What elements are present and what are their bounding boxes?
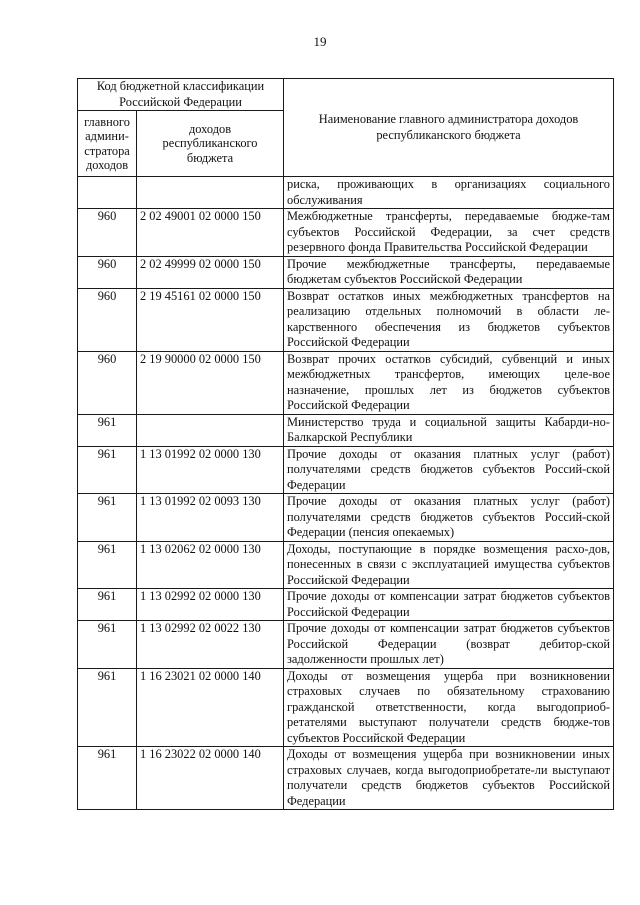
cell-income-code [137,414,284,446]
cell-income-code: 1 16 23021 02 0000 140 [137,668,284,747]
cell-admin-code: 961 [78,414,137,446]
cell-income-code: 2 02 49001 02 0000 150 [137,209,284,257]
table-row [78,351,614,414]
cell-admin-code: 961 [78,668,137,747]
cell-income-code: 2 02 49999 02 0000 150 [137,256,284,288]
table-row [78,446,614,494]
cell-income-code: 1 13 01992 02 0093 130 [137,494,284,542]
table-row [78,494,614,542]
cell-administrator-name: Возврат остатков иных межбюджетных трансфертов на реализацию отдельных полномочий в области ле-карственного обеспечения из бюджетов субъектов Российской Федерации [284,288,614,351]
cell-admin-code: 961 [78,589,137,621]
table-row [78,414,614,446]
cell-administrator-name: Прочие межбюджетные трансферты, передаваемые бюджетам субъектов Российской Федерации [284,256,614,288]
cell-income-code [137,177,284,209]
cell-admin-code: 961 [78,747,137,810]
cell-admin-code: 960 [78,256,137,288]
cell-admin-code: 961 [78,541,137,589]
cell-income-code: 1 13 02992 02 0000 130 [137,589,284,621]
table-row [78,541,614,589]
cell-administrator-name: риска, проживающих в организациях социального обслуживания [284,177,614,209]
cell-administrator-name: Доходы, поступающие в порядке возмещения расхо-дов, понесенных в связи с эксплуатацией имущества субъектов Российской Федерации [284,541,614,589]
cell-administrator-name: Министерство труда и социальной защиты Кабарди-но-Балкарской Республики [284,414,614,446]
page-number: 19 [313,34,327,49]
table-row [78,589,614,621]
cell-admin-code: 961 [78,446,137,494]
budget-income-table [77,78,614,810]
cell-admin-code: 960 [78,209,137,257]
header-group-title: Код бюджетной классификации Российской Федерации [78,79,284,111]
table-row [78,621,614,669]
cell-income-code: 1 16 23022 02 0000 140 [137,747,284,810]
cell-administrator-name: Доходы от возмещения ущерба при возникновении иных страховых случаев, когда выгодоприобретате-ли выступают получатели средств бюджетов субъектов Российской Федерации [284,747,614,810]
cell-income-code: 2 19 90000 02 0000 150 [137,351,284,414]
cell-administrator-name: Прочие доходы от оказания платных услуг (работ) получателями средств бюджетов субъектов Россий-ской Федерации [284,446,614,494]
cell-administrator-name: Прочие доходы от компенсации затрат бюджетов субъектов Российской Федерации [284,589,614,621]
cell-admin-code: 961 [78,494,137,542]
cell-administrator-name: Прочие доходы от компенсации затрат бюджетов субъектов Российской Федерации (возврат дебитор-ской задолженности прошлых лет) [284,621,614,669]
table-body [78,177,614,810]
cell-admin-code [78,177,137,209]
cell-income-code: 1 13 01992 02 0000 130 [137,446,284,494]
header-column-admin: главного админи-стратора доходов [78,111,137,177]
header-column-income: доходов республиканского бюджета [137,111,284,177]
table-row [78,256,614,288]
cell-income-code: 2 19 45161 02 0000 150 [137,288,284,351]
cell-income-code: 1 13 02992 02 0022 130 [137,621,284,669]
table-row [78,177,614,209]
table-row [78,209,614,257]
cell-admin-code: 960 [78,351,137,414]
cell-admin-code: 961 [78,621,137,669]
table-row [78,668,614,747]
table-row [78,288,614,351]
table-row [78,747,614,810]
cell-administrator-name: Прочие доходы от оказания платных услуг (работ) получателями средств бюджетов субъектов Россий-ской Федерации (пенсия опекаемых) [284,494,614,542]
cell-admin-code: 960 [78,288,137,351]
cell-administrator-name: Доходы от возмещения ущерба при возникновении страховых случаев по обязательному страхованию гражданской ответственности, когда выгодоприоб-ретателями выступают получатели средств бюдже-тов субъектов Российской Федерации [284,668,614,747]
cell-income-code: 1 13 02062 02 0000 130 [137,541,284,589]
cell-administrator-name: Возврат прочих остатков субсидий, субвенций и иных межбюджетных трансфертов, имеющих целе-вое назначение, прошлых лет из бюджетов субъектов Российской Федерации [284,351,614,414]
cell-administrator-name: Межбюджетные трансферты, передаваемые бюдже-там субъектов Российской Федерации, за счет средств резервного фонда Правительства Российской Федерации [284,209,614,257]
header-column-name: Наименование главного администратора доходов республиканского бюджета [284,79,614,177]
